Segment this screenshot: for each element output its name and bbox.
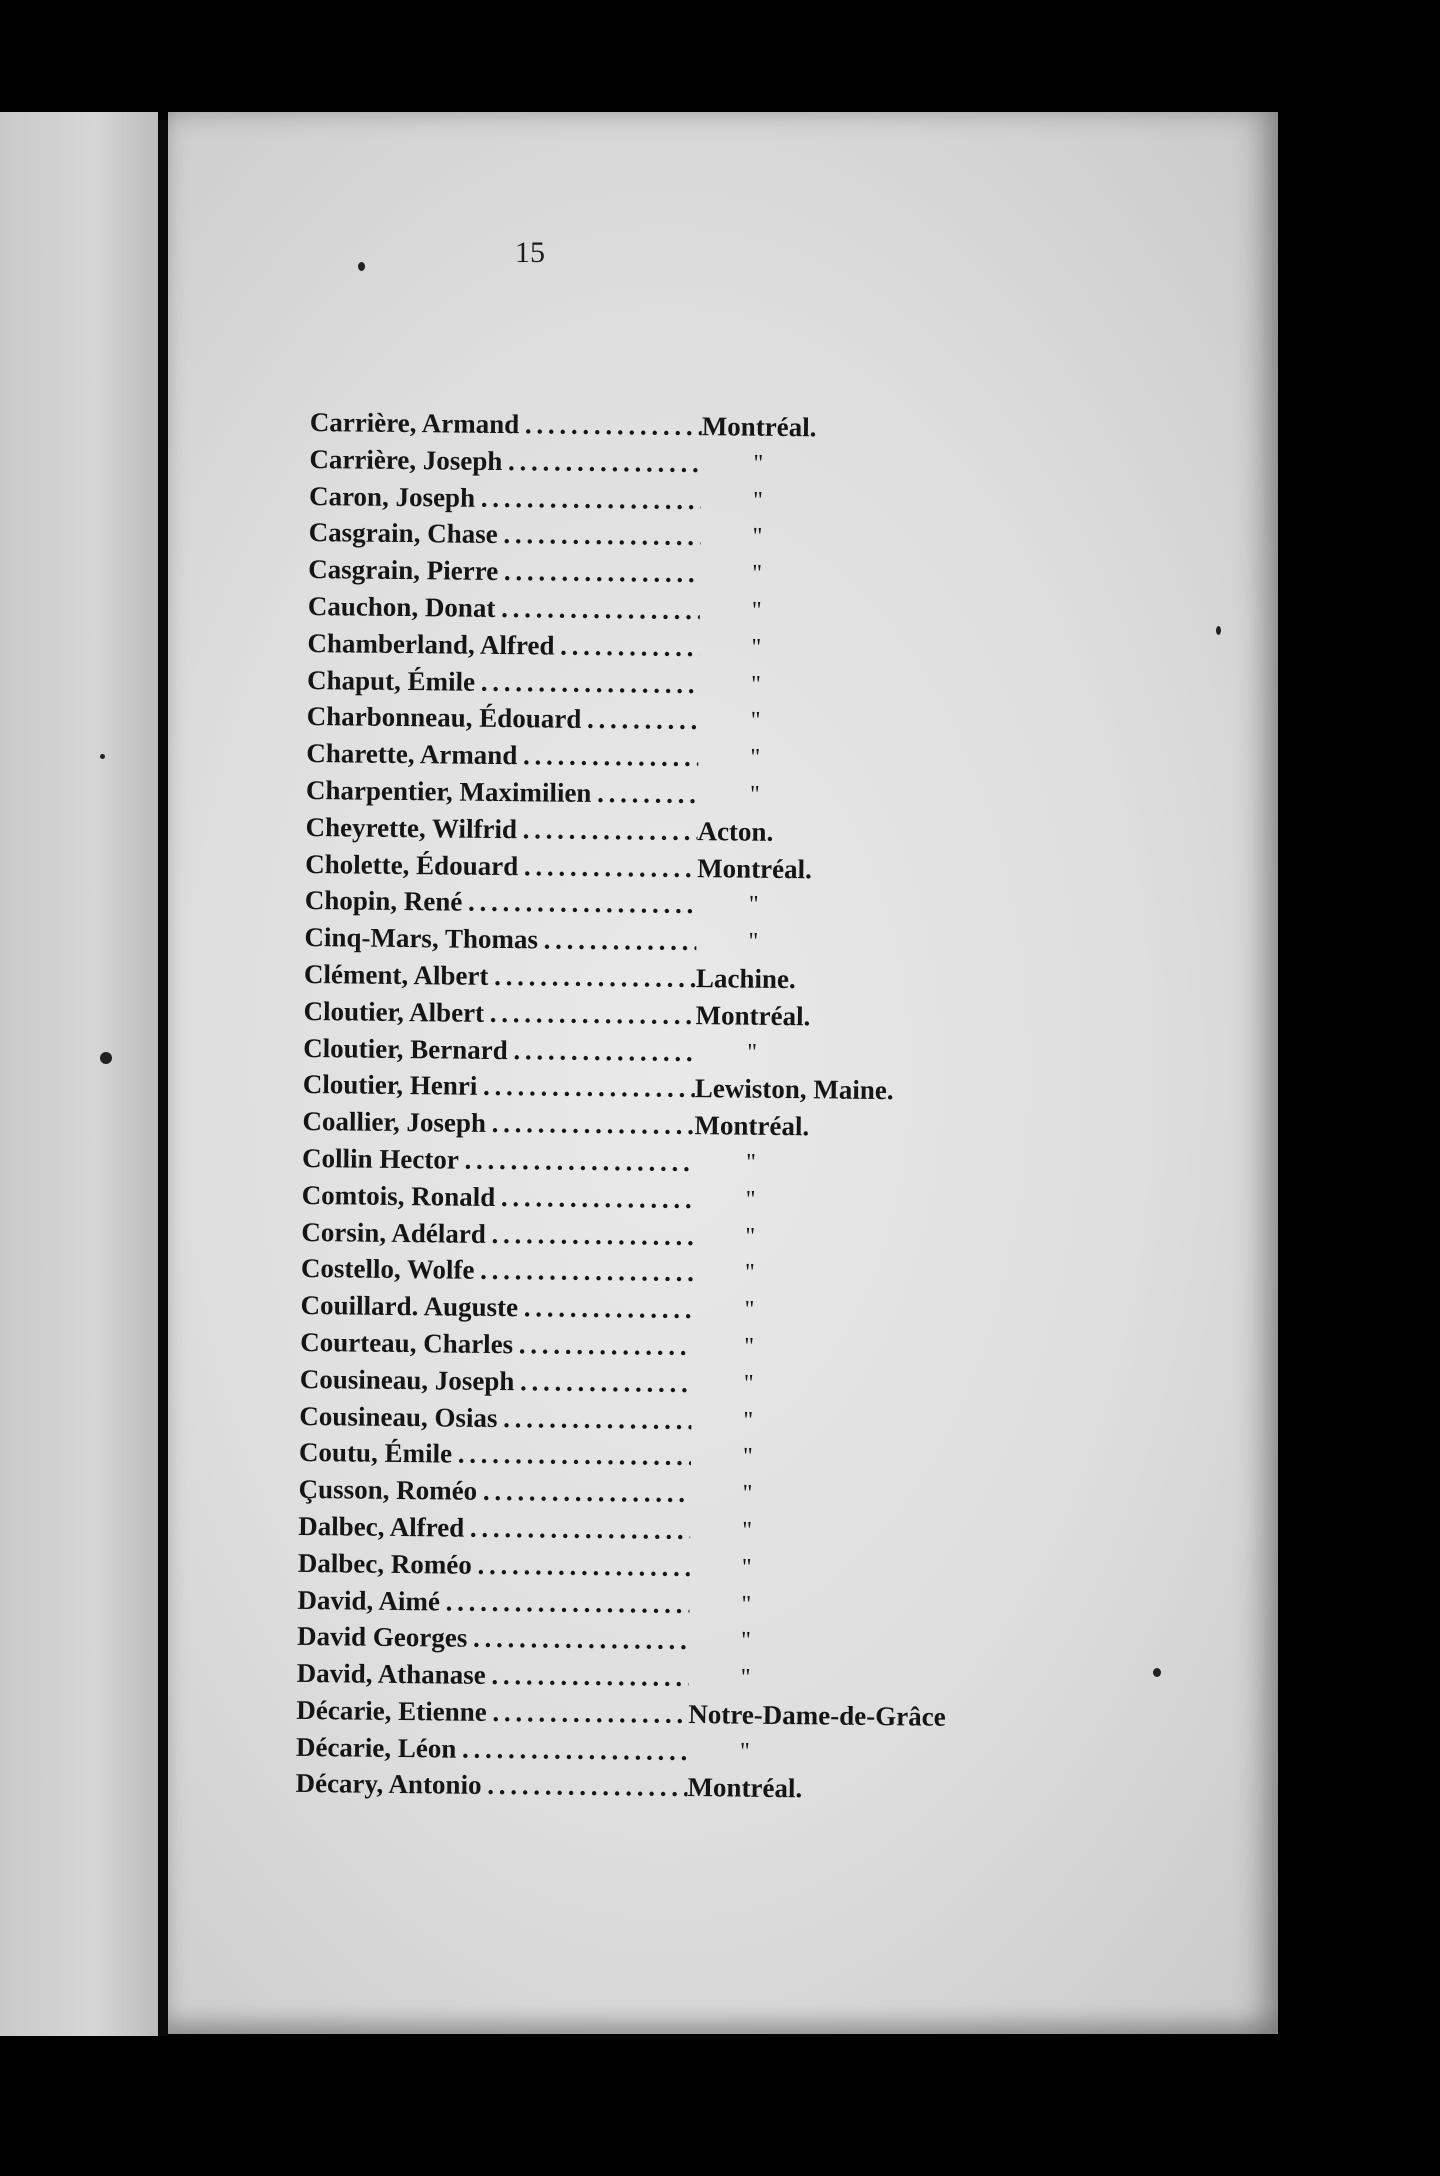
entry-name: Cousineau, Joseph . . .: [300, 1361, 692, 1402]
entry-place: Acton.: [697, 815, 774, 847]
entry-name: Décary, Antonio . . .: [295, 1765, 687, 1806]
scan-speck: [1153, 1668, 1161, 1677]
entry-name: Casgrain, Chase . . .: [308, 514, 700, 555]
entry-name: Courteau, Charles . . .: [300, 1324, 692, 1365]
entry-name: Cheyrette, Wilfrid . . .: [305, 809, 697, 850]
entry-place: Montréal.: [695, 999, 811, 1032]
entry-name: Caron, Joseph . . .: [309, 478, 701, 519]
ditto-mark: ": [742, 1443, 753, 1471]
entry-place: Montréal.: [697, 852, 813, 884]
ditto-mark: ": [747, 1039, 758, 1066]
ditto-mark: ": [739, 1738, 750, 1765]
facing-page-edge: [0, 112, 158, 2036]
ditto-mark: ": [745, 1149, 757, 1176]
entry-place: Notre-Dame-de-Grâce: [688, 1698, 946, 1732]
scan-speck: [100, 1052, 112, 1064]
entry-name: Corsin, Adélard . . .: [301, 1213, 693, 1254]
ditto-mark: ": [745, 1186, 756, 1213]
ditto-mark: ": [742, 1517, 753, 1544]
entry-name: Charpentier, Maximilien . . .: [306, 772, 698, 813]
ditto-mark: ": [751, 597, 762, 624]
entry-name: David Georges . . .: [297, 1618, 689, 1659]
entry-name: Chaput, Émile . . .: [307, 662, 699, 703]
entry-name: Cloutier, Bernard . . .: [303, 1030, 695, 1071]
entry-name: Décarie, Etienne . . .: [296, 1692, 688, 1733]
entry-name: Coallier, Joseph . . .: [302, 1103, 694, 1144]
entry-place: Lewiston, Maine.: [694, 1073, 894, 1106]
entry-name: Cauchon, Donat . . .: [308, 588, 700, 629]
entry-name: Cloutier, Henri . . .: [303, 1066, 695, 1107]
ditto-mark: ": [748, 928, 759, 955]
ditto-mark: ": [741, 1554, 752, 1581]
ditto-mark: ": [744, 1259, 755, 1287]
ditto-mark: ": [743, 1407, 754, 1434]
ditto-mark: ": [750, 744, 761, 771]
ditto-mark: ": [740, 1664, 751, 1691]
scan-speck: [358, 262, 365, 271]
ditto-mark: ": [753, 450, 764, 477]
ditto-mark: ": [751, 634, 762, 661]
ditto-mark: ": [750, 708, 761, 735]
ditto-mark: ": [752, 560, 763, 587]
ditto-mark: ": [748, 891, 759, 919]
ditto-mark: ": [742, 1480, 753, 1507]
scan-speck: [1216, 626, 1221, 635]
entry-place: Montréal.: [694, 1110, 810, 1142]
entry-name: David, Aimé . . .: [297, 1581, 689, 1622]
entry-name: Cinq-Mars, Thomas . . .: [304, 919, 696, 960]
ditto-mark: ": [741, 1591, 752, 1618]
entry-name: Cousineau, Osias . . .: [299, 1397, 691, 1438]
page-number: 15: [515, 236, 545, 269]
entry-name: Carrière, Armand . . .: [310, 404, 702, 445]
ditto-mark: ": [749, 781, 760, 808]
ditto-mark: ": [744, 1296, 755, 1323]
entry-name: Collin Hector . . .: [302, 1140, 694, 1181]
entry-name: Cloutier, Albert . . .: [303, 993, 695, 1034]
ditto-mark: ": [745, 1223, 756, 1250]
entry-name: Coutu, Émile . . .: [299, 1434, 691, 1475]
ditto-mark: ": [750, 671, 762, 698]
entry-name: Dalbec, Alfred . . .: [298, 1508, 690, 1549]
entry-name: Chamberland, Alfred . . .: [307, 625, 699, 666]
entry-name: Chopin, René . . .: [305, 882, 697, 923]
entry-name: Carrière, Joseph . . .: [309, 441, 701, 482]
name-list: [295, 404, 1030, 1810]
entry-place: Lachine.: [695, 963, 796, 995]
entry-name: Clément, Albert . . .: [304, 956, 696, 997]
entry-name: Casgrain, Pierre . . .: [308, 551, 700, 592]
book-gutter: [158, 120, 168, 2036]
scan-speck: [100, 754, 105, 759]
entry-name: Costello, Wolfe . . .: [301, 1250, 693, 1291]
entry-name: Couillard. Auguste . . .: [300, 1287, 692, 1328]
entry-name: Dalbec, Roméo . . .: [298, 1545, 690, 1586]
entry-name: Décarie, Léon . . .: [296, 1729, 688, 1770]
entry-name: Çusson, Roméo . . .: [298, 1471, 690, 1512]
ditto-mark: ": [752, 524, 763, 551]
entry-place: Montréal.: [701, 411, 817, 443]
entry-name: Comtois, Ronald . . .: [302, 1177, 694, 1218]
entry-name: Charette, Armand . . .: [306, 735, 698, 776]
entry-name: Charbonneau, Édouard . . .: [307, 698, 699, 739]
entry-name: Cholette, Édouard . . .: [305, 846, 697, 887]
ditto-mark: ": [743, 1370, 754, 1397]
ditto-mark: ": [752, 487, 763, 514]
list-item: [295, 1765, 1015, 1809]
entry-name: David, Athanase . . .: [297, 1655, 689, 1696]
ditto-mark: ": [740, 1627, 752, 1654]
entry-place: Montréal.: [687, 1772, 803, 1804]
ditto-mark: ": [744, 1333, 755, 1360]
